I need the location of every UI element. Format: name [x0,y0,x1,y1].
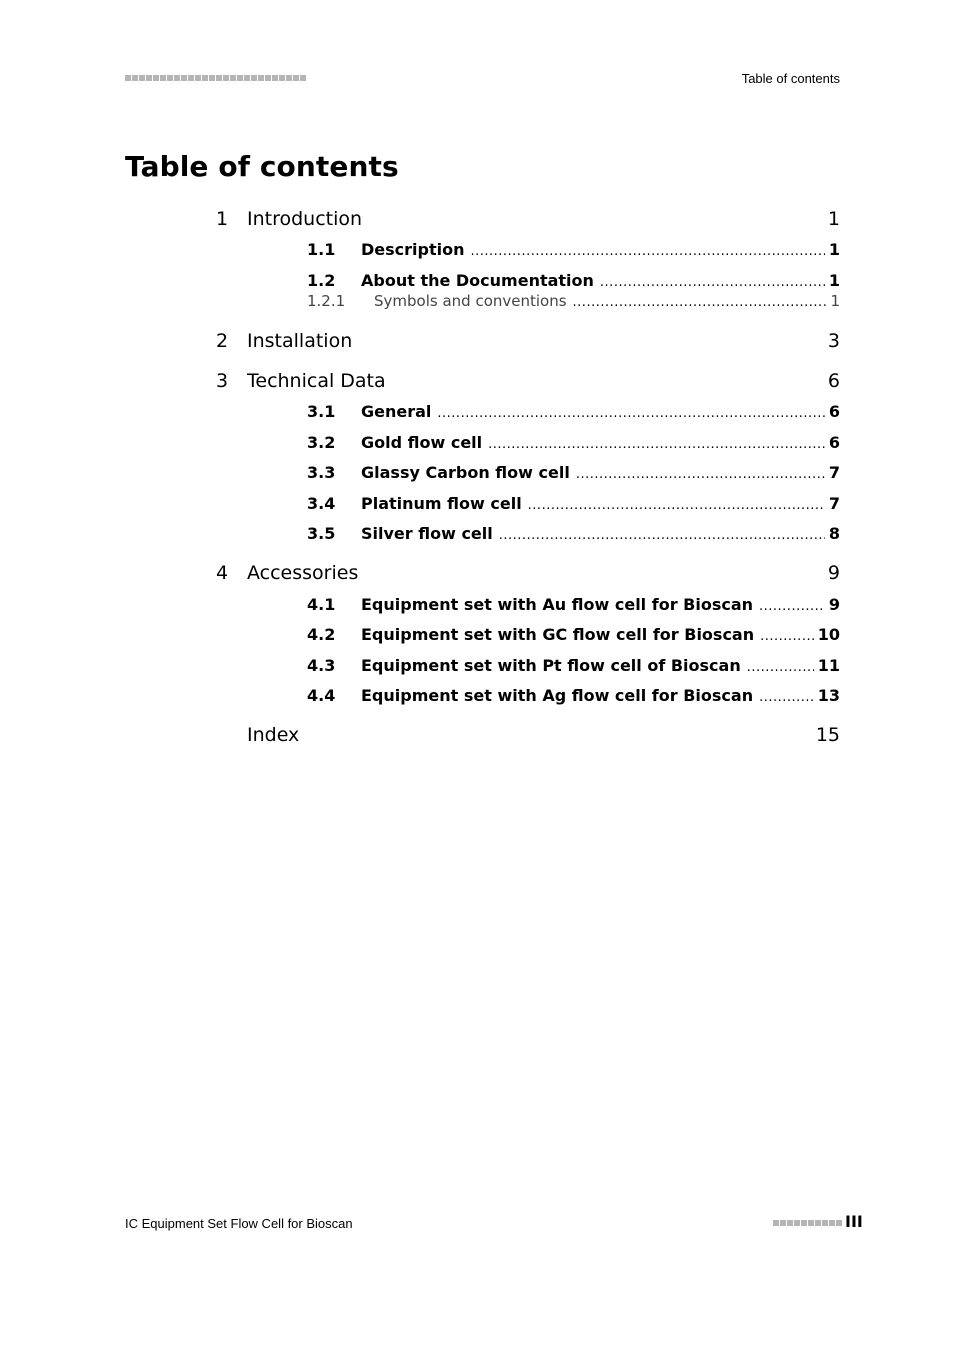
section-title: Platinum flow cell [361,494,522,513]
chapter-page: 6 [827,370,840,392]
subsection-number: 1.2.1 [307,292,346,310]
section-number: 4.1 [307,595,336,614]
dot-leader [759,599,825,614]
dot-leader [747,660,814,675]
chapter-title: Technical Data [247,370,386,392]
dot-leader [600,275,825,290]
chapter-title: Index [247,724,300,746]
section-number: 1.2 [307,271,336,290]
section-title: Gold flow cell [361,433,483,452]
toc-section-1-2[interactable] [307,271,840,290]
section-number: 3.2 [307,433,336,452]
dot-leader [528,498,825,513]
dot-leader [576,467,825,482]
chapter-page: 15 [815,724,840,746]
section-page: 6 [828,402,840,421]
toc-subsection-1-2-1[interactable] [307,292,840,310]
section-page: 9 [828,595,840,614]
dot-leader [470,244,824,259]
section-page: 10 [817,625,840,644]
chapter-title: Accessories [247,562,359,584]
section-page: 1 [828,240,840,259]
section-number: 4.4 [307,686,336,705]
subsection-page: 1 [830,292,840,310]
section-title: Equipment set with Au flow cell for Bioscan [361,595,754,614]
page-number: III [845,1212,863,1231]
dot-leader [573,295,827,310]
toc-section-4-2[interactable] [307,625,840,644]
toc-section-4-3[interactable] [307,656,840,675]
section-page: 11 [817,656,840,675]
section-page: 7 [828,494,840,513]
toc-section-4-4[interactable] [307,686,840,705]
section-number: 4.3 [307,656,336,675]
chapter-title: Installation [247,330,353,352]
section-title: Silver flow cell [361,524,493,543]
chapter-title: Introduction [247,208,363,230]
section-title: Glassy Carbon flow cell [361,463,570,482]
page-title: Table of contents [125,150,399,183]
toc-section-3-1[interactable] [307,402,840,421]
chapter-page: 9 [827,562,840,584]
header-decoration [125,75,306,81]
chapter-number: 3 [216,370,229,392]
toc-section-1-1[interactable] [307,240,840,259]
toc-chapter-1[interactable] [216,208,840,230]
toc-chapter-3[interactable] [216,370,840,392]
section-page: 8 [828,524,840,543]
toc-section-3-5[interactable] [307,524,840,543]
section-number: 3.1 [307,402,336,421]
dot-leader [760,629,814,644]
chapter-page: 3 [827,330,840,352]
section-number: 3.3 [307,463,336,482]
running-header: Table of contents [741,71,840,86]
toc-section-3-4[interactable] [307,494,840,513]
chapter-number: 4 [216,562,229,584]
section-page: 1 [828,271,840,290]
section-title: About the Documentation [361,271,594,290]
section-number: 1.1 [307,240,336,259]
chapter-page: 1 [827,208,840,230]
toc-section-3-3[interactable] [307,463,840,482]
dot-leader [499,528,825,543]
footer-decoration [773,1220,842,1226]
toc-chapter-4[interactable] [216,562,840,584]
section-title: Description [361,240,465,259]
section-number: 4.2 [307,625,336,644]
section-title: Equipment set with GC flow cell for Bioscan [361,625,755,644]
section-page: 7 [828,463,840,482]
subsection-title: Symbols and conventions [374,292,567,310]
section-number: 3.5 [307,524,336,543]
toc-section-3-2[interactable] [307,433,840,452]
dot-leader [488,437,825,452]
dot-leader [759,690,814,705]
section-title: Equipment set with Pt flow cell of Bioscan [361,656,741,675]
toc-section-4-1[interactable] [307,595,840,614]
section-title: Equipment set with Ag flow cell for Bioscan [361,686,754,705]
section-number: 3.4 [307,494,336,513]
toc-chapter-2[interactable] [216,330,840,352]
dot-leader [437,406,824,421]
toc-index[interactable] [216,724,840,746]
section-title: General [361,402,432,421]
chapter-number: 2 [216,330,229,352]
chapter-number: 1 [216,208,229,230]
section-page: 6 [828,433,840,452]
section-page: 13 [817,686,840,705]
footer-doc-title: IC Equipment Set Flow Cell for Bioscan [125,1216,353,1231]
